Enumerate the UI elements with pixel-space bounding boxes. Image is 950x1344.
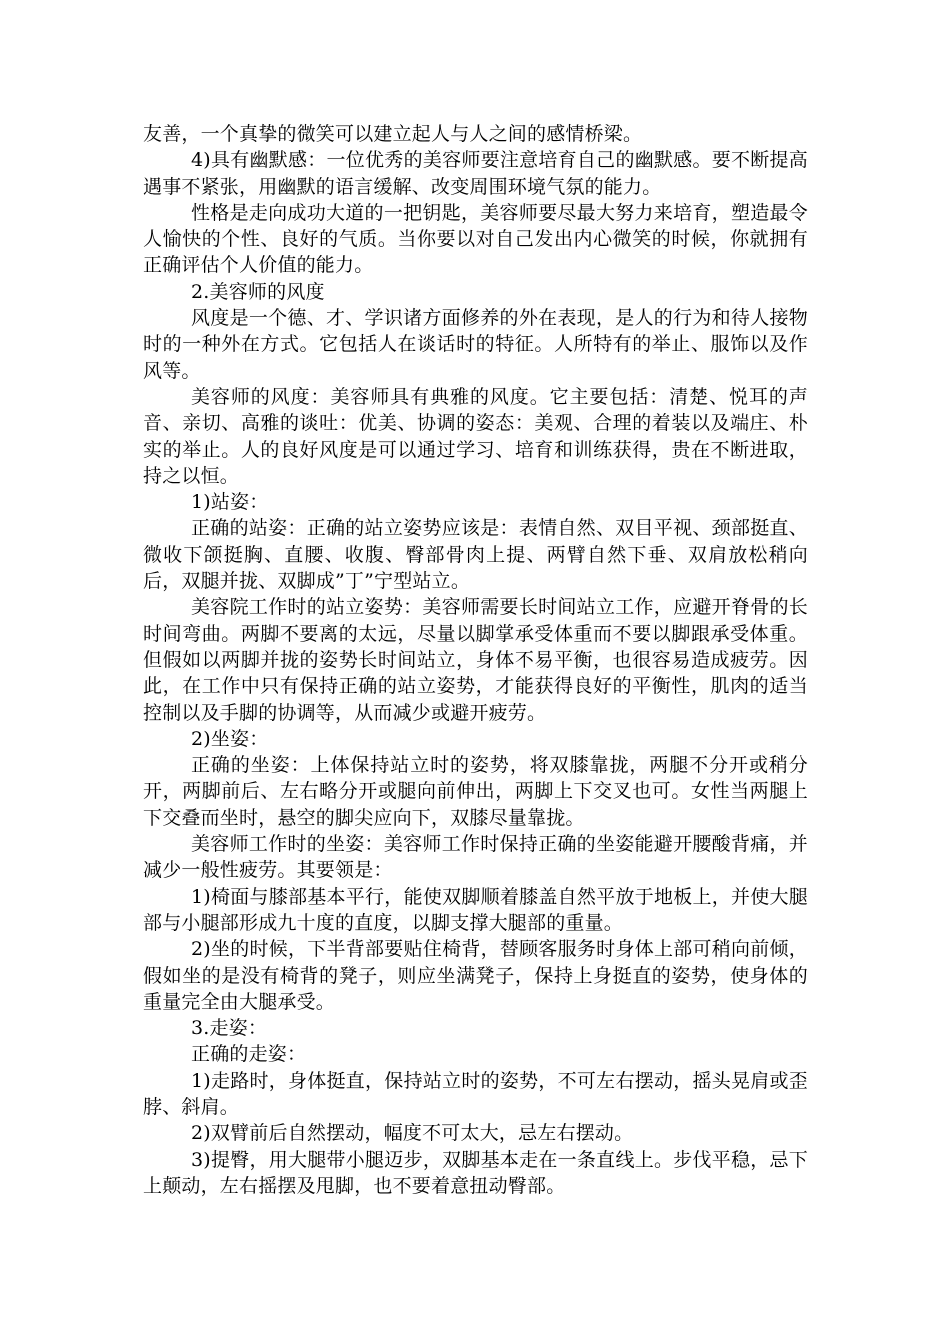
section-heading-demeanor: 2.美容师的风度 bbox=[191, 280, 325, 303]
document-body bbox=[143, 121, 808, 1199]
paragraph-13: 1)椅面与膝部基本平行，能使双脚顺着膝盖自然平放于地板上，并使大腿部与小腿部形成九十度的直度，以脚支撑大腿部的重量。 bbox=[143, 885, 808, 934]
paragraph-16: 正确的走姿： bbox=[191, 1043, 307, 1066]
paragraph-14: 2)坐的时候，下半背部要贴住椅背，替顾客服务时身体上部可稍向前倾，假如坐的是没有椅背的凳子，则应坐满凳子，保持上身挺直的姿势，使身体的重量完全由大腿承受。 bbox=[143, 938, 808, 1013]
paragraph-2: 4)具有幽默感：一位优秀的美容师要注意培育自己的幽默感。要不断提高遇事不紧张，用幽默的语言缓解、改变周围环境气氛的能力。 bbox=[143, 149, 808, 198]
paragraph-12: 美容师工作时的坐姿：美容师工作时保持正确的坐姿能避开腰酸背痛，并减少一般性疲劳。其要领是： bbox=[143, 833, 808, 882]
paragraph-8: 正确的站姿：正确的站立姿势应该是：表情自然、双目平视、颈部挺直、微收下颌挺胸、直腰、收腹、臀部骨肉上提、两臂自然下垂、双肩放松稍向后，双腿并拢、双脚成”丁”宁型站立。 bbox=[143, 517, 808, 593]
subheading-sitting: 2)坐姿： bbox=[191, 727, 269, 750]
subheading-standing: 1)站姿： bbox=[191, 491, 269, 514]
section-heading-walking: 3.走姿： bbox=[191, 1017, 268, 1040]
paragraph-19: 3)提臀，用大腿带小腿迈步，双脚基本走在一条直线上。步伐平稳，忌下上颠动，左右摇摆及甩脚，也不要着意扭动臀部。 bbox=[143, 1148, 808, 1197]
paragraph-1: 友善，一个真挚的微笑可以建立起人与人之间的感情桥梁。 bbox=[143, 123, 643, 145]
paragraph-6: 美容师的风度：美容师具有典雅的风度。它主要包括：清楚、悦耳的声音、亲切、高雅的谈吐：优美、协调的姿态：美观、合理的着装以及端庄、朴实的举止。人的良好风度是可以通过学习、培育和训练获得，贵在不断进取，持之以恒。 bbox=[143, 385, 808, 487]
paragraph-5: 风度是一个德、才、学识诸方面修养的外在表现，是人的行为和待人接物时的一种外在方式。它包括人在谈话时的特征。人所特有的举止、服饰以及作风等。 bbox=[143, 307, 808, 382]
paragraph-17: 1)走路时，身体挺直，保持站立时的姿势，不可左右摆动，摇头晃肩或歪脖、斜肩。 bbox=[143, 1069, 808, 1118]
paragraph-9: 美容院工作时的站立姿势：美容师需要长时间站立工作，应避开脊骨的长时间弯曲。两脚不要离的太远，尽量以脚掌承受体重而不要以脚跟承受体重。但假如以两脚并拢的姿势长时间站立，身体不易平衡，也很容易造成疲劳。因此，在工作中只有保持正确的站立姿势，才能获得良好的平衡性，肌肉的适当控制以及手脚的协调等，从而减少或避开疲劳。 bbox=[143, 596, 808, 724]
paragraph-11: 正确的坐姿：上体保持站立时的姿势，将双膝靠拢，两腿不分开或稍分开，两脚前后、左右略分开或腿向前伸出，两脚上下交叉也可。女性当两腿上下交叠而坐时，悬空的脚尖应向下，双膝尽量靠拢。 bbox=[143, 754, 808, 829]
paragraph-18: 2)双臂前后自然摆动，幅度不可太大，忌左右摆动。 bbox=[191, 1122, 634, 1145]
paragraph-3: 性格是走向成功大道的一把钥匙，美容师要尽最大努力来培育，塑造最令人愉快的个性、良好的气质。当你要以对自己发出内心微笑的时候，你就拥有正确评估个人价值的能力。 bbox=[143, 201, 808, 277]
